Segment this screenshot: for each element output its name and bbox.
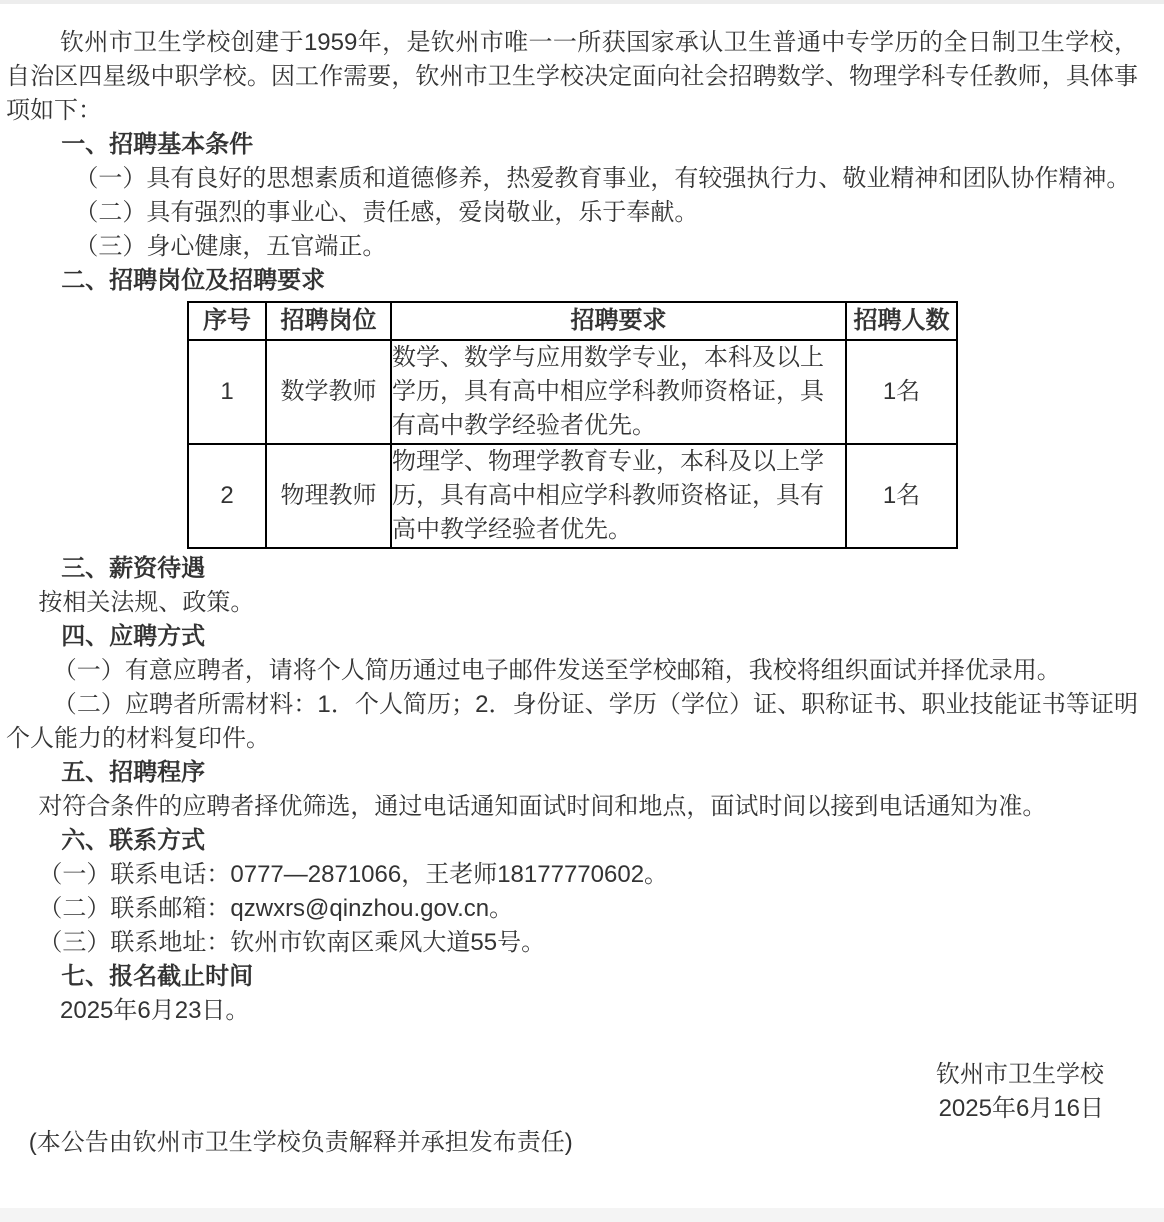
- cell-requirements: 数学、数学与应用数学专业，本科及以上学历，具有高中相应学科教师资格证，具有高中教学经验者优先。: [391, 340, 846, 444]
- intro-paragraph: 钦州市卫生学校创建于1959年，是钦州市唯一一所获国家承认卫生普通中专学历的全日制卫生学校，自治区四星级中职学校。因工作需要，钦州市卫生学校决定面向社会招聘数学、物理学科专任教师，具体事项如下：: [6, 29, 1138, 124]
- table-row: [188, 340, 957, 444]
- cell-requirements: 物理学、物理学教育专业，本科及以上学历，具有高中相应学科教师资格证，具有高中教学经验者优先。: [391, 444, 846, 548]
- cell-post: 数学教师: [266, 340, 391, 444]
- section-1-item: （三）身心健康，五官端正。: [74, 233, 387, 260]
- column-header-no: 序号: [188, 302, 266, 340]
- section-4-item: （一）有意应聘者，请将个人简历通过电子邮件发送至学校邮箱，我校将组织面试并择优录用。: [52, 657, 1061, 684]
- contact-email: （二）联系邮箱：qzwxrs@qinzhou.gov.cn。: [38, 895, 514, 922]
- section-6-heading: 六、联系方式: [61, 827, 206, 854]
- column-header-requirements: 招聘要求: [391, 302, 846, 340]
- section-4-item: （二）应聘者所需材料：1．个人简历；2．身份证、学历（学位）证、职称证书、职业技能证书等证明个人能力的材料复印件。: [6, 691, 1138, 752]
- contact-phone: （一）联系电话：0777—2871066，王老师18177770602。: [38, 861, 669, 888]
- cell-no: 2: [188, 444, 266, 548]
- section-1-heading: 一、招聘基本条件: [61, 131, 254, 158]
- table-header-row: [188, 302, 957, 340]
- section-4-heading: 四、应聘方式: [61, 623, 206, 650]
- section-5-body: 对符合条件的应聘者择优筛选，通过电话通知面试时间和地点，面试时间以接到电话通知为准。: [38, 793, 1047, 820]
- cell-count: 1名: [846, 340, 957, 444]
- deadline-date: 2025年6月23日。: [60, 997, 250, 1024]
- top-divider: [0, 0, 1164, 4]
- section-3-heading: 三、薪资待遇: [61, 555, 206, 582]
- column-header-count: 招聘人数: [846, 302, 957, 340]
- cell-count: 1名: [846, 444, 957, 548]
- section-3-body: 按相关法规、政策。: [38, 589, 255, 616]
- section-5-heading: 五、招聘程序: [61, 759, 206, 786]
- table-row: [188, 444, 957, 548]
- section-1-item: （一）具有良好的思想素质和道德修养，热爱教育事业，有较强执行力、敬业精神和团队协作精神。: [74, 165, 1131, 192]
- signature-block: [6, 1058, 1138, 1126]
- recruitment-table: [187, 301, 958, 549]
- bottom-divider: [0, 1208, 1164, 1222]
- cell-post: 物理教师: [266, 444, 391, 548]
- contact-address: （三）联系地址：钦州市钦南区乘风大道55号。: [38, 929, 546, 956]
- section-7-heading: 七、报名截止时间: [61, 963, 254, 990]
- signature-org: 钦州市卫生学校: [936, 1061, 1104, 1088]
- section-2-heading: 二、招聘岗位及招聘要求: [61, 267, 326, 294]
- section-1-item: （二）具有强烈的事业心、责任感，爱岗敬业，乐于奉献。: [74, 199, 699, 226]
- disclaimer-note: (本公告由钦州市卫生学校负责解释并承担发布责任): [28, 1129, 573, 1156]
- column-header-post: 招聘岗位: [266, 302, 391, 340]
- signature-date: 2025年6月16日: [938, 1095, 1104, 1122]
- cell-no: 1: [188, 340, 266, 444]
